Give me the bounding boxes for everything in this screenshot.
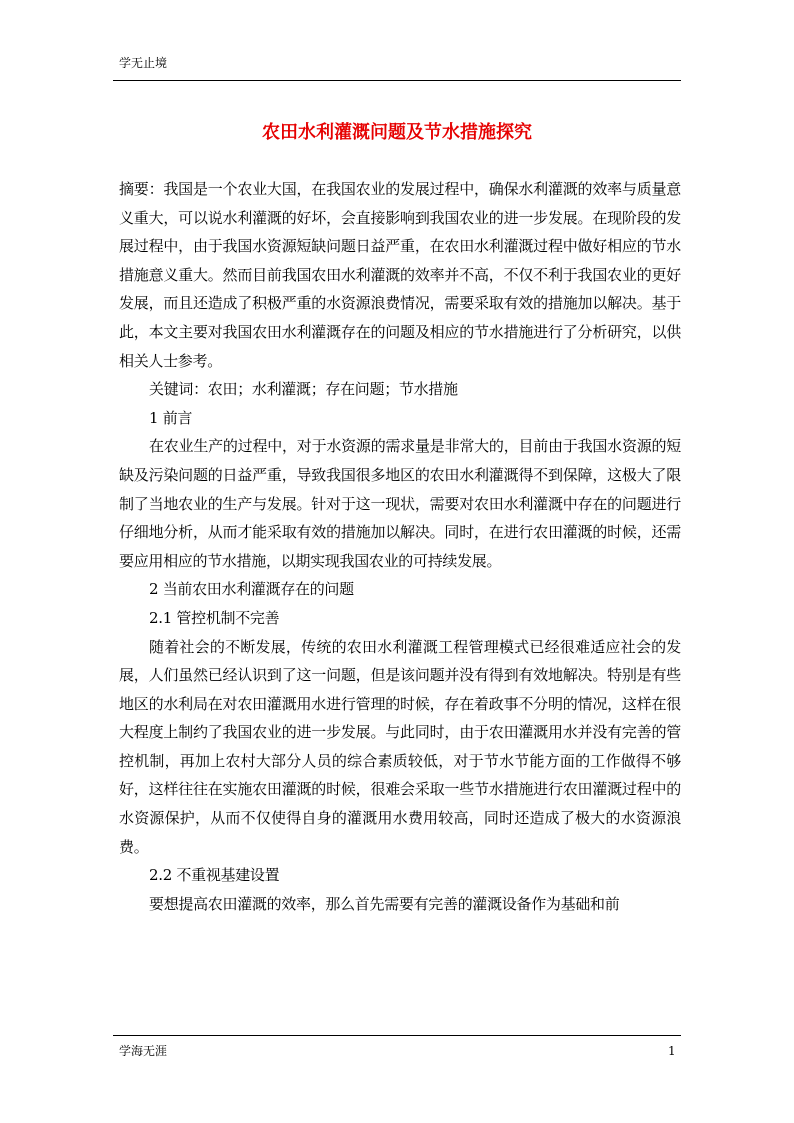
footer-divider xyxy=(113,1035,681,1036)
keywords-paragraph: 关键词：农田；水利灌溉；存在问题；节水措施 xyxy=(149,380,458,399)
subsection-heading-management: 2.1 管控机制不完善 xyxy=(149,608,280,627)
document-title: 农田水利灌溉问题及节水措施探究 xyxy=(262,122,532,144)
section-heading-introduction: 1 前言 xyxy=(149,408,193,427)
page-header-text: 学无止境 xyxy=(119,56,168,70)
subsection-heading-infrastructure: 2.2 不重视基建设置 xyxy=(149,866,280,885)
section-heading-problems: 2 当前农田水利灌溉存在的问题 xyxy=(149,580,354,599)
document-body xyxy=(119,175,681,918)
body-paragraph: 随着社会的不断发展，传统的农田水利灌溉工程管理模式已经很难适应社会的发展，人们虽然已经认识到了这一问题，但是该问题并没有得到有效地解决。特别是有些地区的水利局在对农田灌溉用水进行管理的时候，存在着政事不分明的情况，这样在很大程度上制约了我国农业的进一步发展。与此同时，由于农田灌溉用水并没有完善的管控机制，再加上农村大部分人员的综合素质较低，对于节水节能方面的工作做得不够好，这样往往在实施农田灌溉的时候，很难会采取一些节水措施进行农田灌溉过程中的水资源保护，从而不仅使得自身的灌溉用水费用较高，同时还造成了极大的水资源浪费。 xyxy=(119,637,681,856)
body-paragraph: 在农业生产的过程中，对于水资源的需求量是非常大的，目前由于我国水资源的短缺及污染问题的日益严重，导致我国很多地区的农田水利灌溉得不到保障，这极大了限制了当地农业的生产与发展。针对于这一现状，需要对农田水利灌溉中存在的问题进行仔细地分析，从而才能采取有效的措施加以解决。同时，在进行农田灌溉的时候，还需要应用相应的节水措施，以期实现我国农业的可持续发展。 xyxy=(119,437,681,570)
abstract-paragraph: 摘要：我国是一个农业大国，在我国农业的发展过程中，确保水利灌溉的效率与质量意义重大，可以说水利灌溉的好坏，会直接影响到我国农业的进一步发展。在现阶段的发展过程中，由于我国水资源短缺问题日益严重，在农田水利灌溉过程中做好相应的节水措施意义重大。然而目前我国农田水利灌溉的效率并不高，不仅不利于我国农业的更好发展，而且还造成了积极严重的水资源浪费情况，需要采取有效的措施加以解决。基于此，本文主要对我国农田水利灌溉存在的问题及相应的节水措施进行了分析研究，以供相关人士参考。 xyxy=(119,180,681,370)
header-divider xyxy=(113,80,681,81)
page-number: 1 xyxy=(668,1044,676,1058)
body-paragraph: 要想提高农田灌溉的效率，那么首先需要有完善的灌溉设备作为基础和前 xyxy=(149,894,620,913)
page-footer-text: 学海无涯 xyxy=(119,1044,168,1058)
